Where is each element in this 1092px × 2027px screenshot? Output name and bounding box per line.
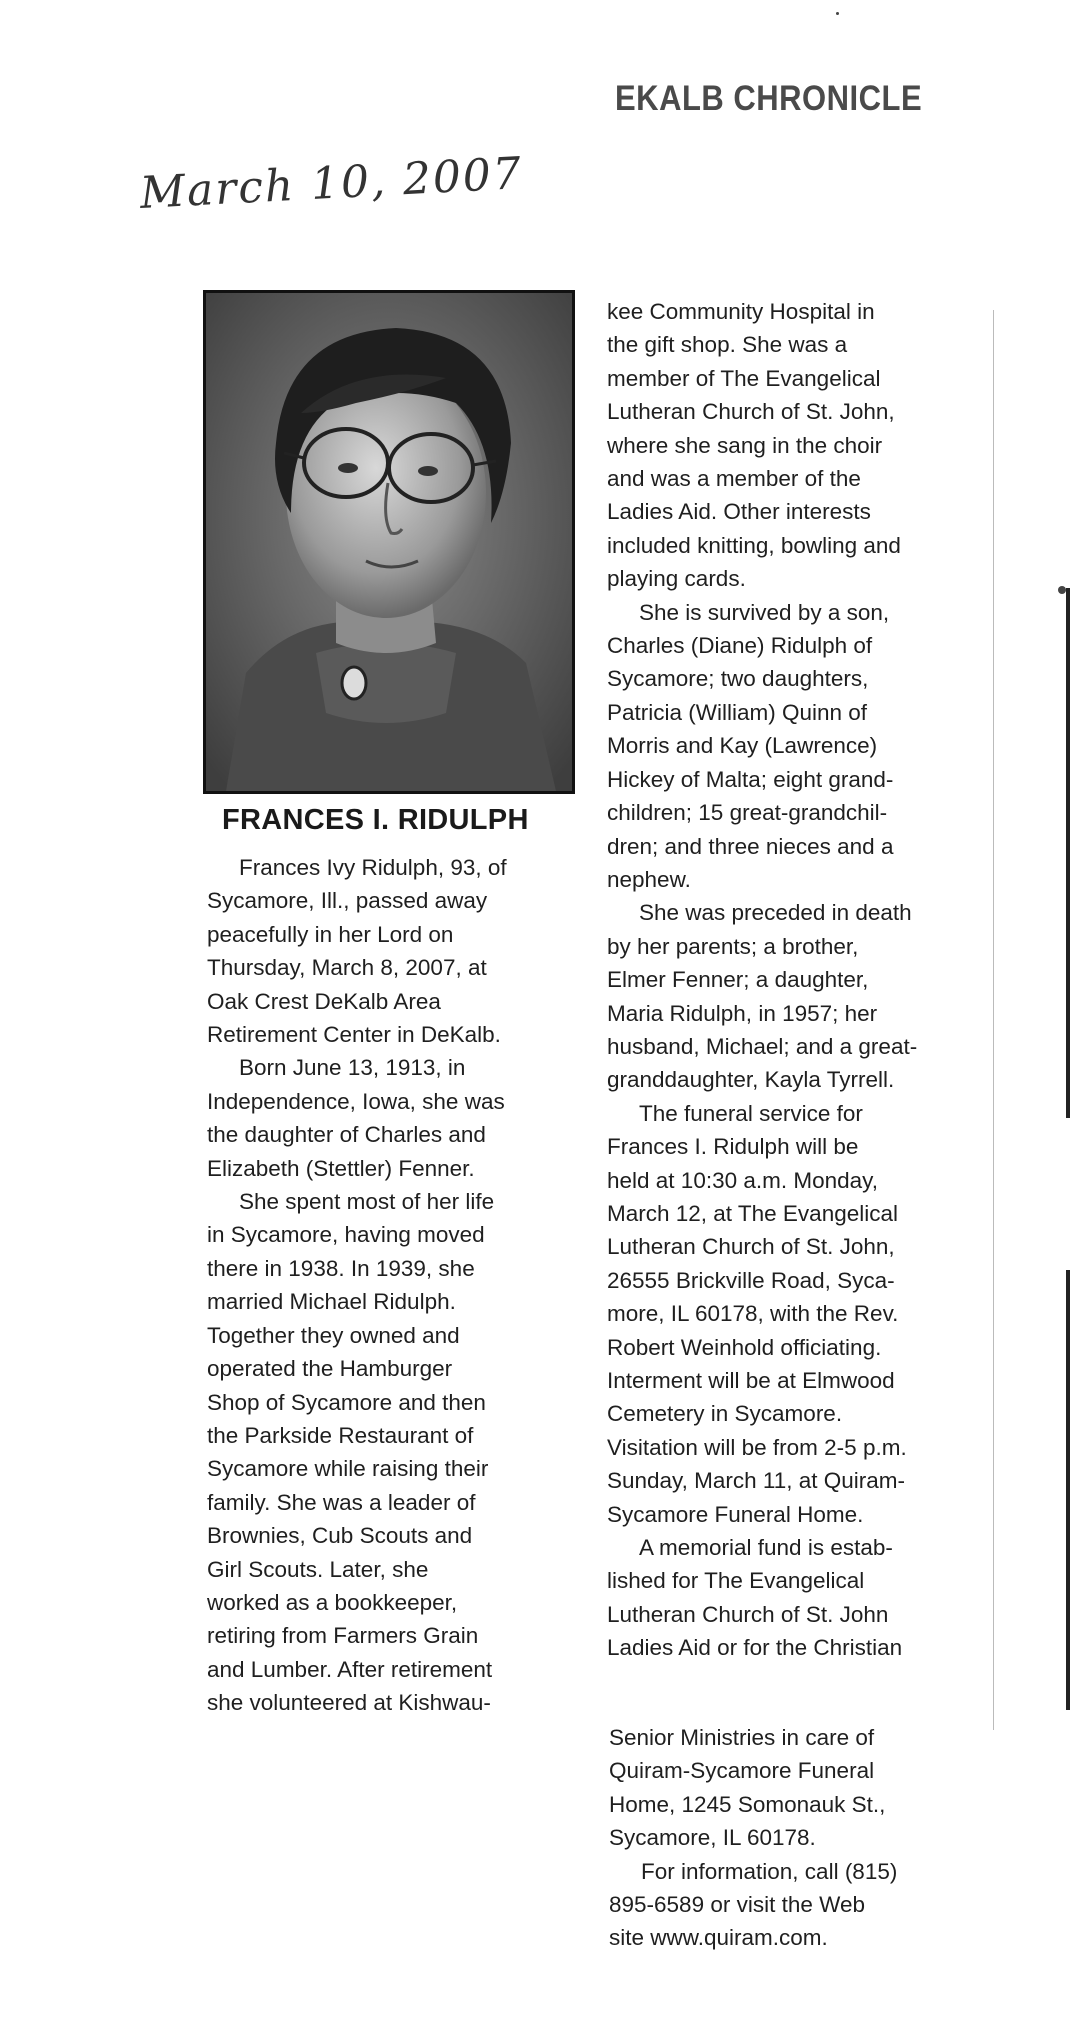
text-line: operated the Hamburger	[207, 1356, 453, 1382]
text-line: Sycamore while raising their	[207, 1456, 489, 1482]
text-line: Ladies Aid or for the Christian	[607, 1635, 903, 1661]
text-line: Elizabeth (Stettler) Fenner.	[207, 1155, 475, 1181]
text-line: the gift shop. She was a	[607, 332, 848, 358]
text-line: she volunteered at Kishwau-	[207, 1690, 491, 1716]
text-line: Robert Weinhold officiating.	[607, 1334, 882, 1360]
text-line: Morris and Kay (Lawrence)	[607, 733, 878, 759]
text-line: peacefully in her Lord on	[207, 921, 454, 947]
text-line: playing cards.	[607, 566, 746, 592]
scan-speck	[1058, 586, 1066, 594]
handwritten-date: March 10, 2007	[138, 147, 525, 219]
text-line: The funeral service for	[639, 1100, 863, 1126]
text-line: married Michael Ridulph.	[207, 1289, 456, 1315]
text-line: Cemetery in Sycamore.	[607, 1401, 843, 1427]
text-line: Maria Ridulph, in 1957; her	[607, 1000, 878, 1026]
text-line: by her parents; a brother,	[607, 933, 859, 959]
text-line: where she sang in the choir	[607, 432, 883, 458]
text-line: Home, 1245 Somonauk St.,	[609, 1791, 886, 1817]
text-line: Thursday, March 8, 2007, at	[207, 955, 487, 981]
text-line: She is survived by a son,	[639, 599, 890, 625]
text-line: more, IL 60178, with the Rev.	[607, 1301, 899, 1327]
text-line: the daughter of Charles and	[207, 1122, 486, 1148]
text-line: in Sycamore, having moved	[207, 1222, 485, 1248]
masthead: EKALB CHRONICLE	[615, 78, 923, 119]
text-line: children; 15 great-grandchil-	[607, 800, 888, 826]
scan-edge-rule-top	[1066, 588, 1070, 1118]
text-line: Elmer Fenner; a daughter,	[607, 967, 869, 993]
right-column	[607, 295, 917, 1665]
scan-edge-rule-faint	[993, 310, 994, 1730]
text-line: Lutheran Church of St. John,	[607, 1234, 895, 1260]
text-line: and Lumber. After retirement	[207, 1656, 493, 1682]
text-line: dren; and three nieces and a	[607, 833, 894, 859]
text-line: Brownies, Cub Scouts and	[207, 1523, 473, 1549]
text-line: 895-6589 or visit the Web	[609, 1892, 865, 1918]
text-line: kee Community Hospital in	[607, 299, 875, 324]
text-line: Hickey of Malta; eight grand-	[607, 766, 894, 792]
portrait-image	[206, 293, 572, 791]
left-column	[207, 851, 507, 1720]
text-line: Lutheran Church of St. John	[607, 1601, 889, 1627]
right-column-bottom	[609, 1721, 897, 1955]
text-line: Ladies Aid. Other interests	[607, 499, 871, 525]
text-line: Oak Crest DeKalb Area	[207, 988, 441, 1014]
text-line: March 12, at The Evangelical	[607, 1200, 898, 1226]
text-line: Girl Scouts. Later, she	[207, 1556, 429, 1582]
text-line: family. She was a leader of	[207, 1489, 476, 1515]
text-line: Sycamore, Ill., passed away	[207, 888, 488, 914]
text-line: Sunday, March 11, at Quiram-	[607, 1468, 906, 1494]
text-line: Born June 13, 1913, in	[239, 1055, 466, 1081]
text-line: husband, Michael; and a great-	[607, 1033, 918, 1059]
text-line: 26555 Brickville Road, Syca-	[607, 1267, 895, 1293]
text-line: Independence, Iowa, she was	[207, 1088, 505, 1114]
text-line: Sycamore; two daughters,	[607, 666, 869, 692]
obituary-headline: FRANCES I. RIDULPH	[222, 804, 529, 836]
text-line: She spent most of her life	[239, 1189, 495, 1215]
text-line: Frances Ivy Ridulph, 93, of	[239, 855, 507, 880]
text-line: nephew.	[607, 866, 691, 892]
text-line: included knitting, bowling and	[607, 532, 901, 558]
text-line: Visitation will be from 2-5 p.m.	[607, 1434, 907, 1460]
text-line: Together they owned and	[207, 1322, 460, 1348]
text-line: lished for The Evangelical	[607, 1568, 865, 1594]
text-line: Quiram-Sycamore Funeral	[609, 1758, 875, 1784]
text-line: Retirement Center in DeKalb.	[207, 1022, 501, 1048]
text-line: the Parkside Restaurant of	[207, 1422, 474, 1448]
text-line: She was preceded in death	[639, 900, 912, 926]
text-line: retiring from Farmers Grain	[207, 1623, 479, 1649]
text-line: Frances I. Ridulph will be	[607, 1134, 859, 1160]
text-line: held at 10:30 a.m. Monday,	[607, 1167, 878, 1193]
text-line: Patricia (William) Quinn of	[607, 699, 868, 725]
text-line: Interment will be at Elmwood	[607, 1368, 895, 1393]
scan-edge-rule-bottom	[1066, 1270, 1070, 1710]
text-line: worked as a bookkeeper,	[207, 1589, 458, 1615]
text-line: Charles (Diane) Ridulph of	[607, 633, 873, 659]
text-line: site www.quiram.com.	[609, 1925, 828, 1951]
text-line: A memorial fund is estab-	[639, 1535, 893, 1561]
text-line: Lutheran Church of St. John,	[607, 399, 895, 425]
text-line: For information, call (815)	[641, 1858, 898, 1884]
text-line: Shop of Sycamore and then	[207, 1389, 486, 1415]
text-line: Sycamore, IL 60178.	[609, 1825, 816, 1851]
text-line: Sycamore Funeral Home.	[607, 1501, 864, 1527]
scan-speck	[836, 12, 839, 15]
text-line: granddaughter, Kayla Tyrrell.	[607, 1067, 895, 1093]
text-line: there in 1938. In 1939, she	[207, 1255, 475, 1281]
text-line: and was a member of the	[607, 466, 861, 492]
text-line: member of The Evangelical	[607, 365, 881, 391]
text-line: Senior Ministries in care of	[609, 1725, 875, 1750]
portrait-photo	[203, 290, 575, 794]
